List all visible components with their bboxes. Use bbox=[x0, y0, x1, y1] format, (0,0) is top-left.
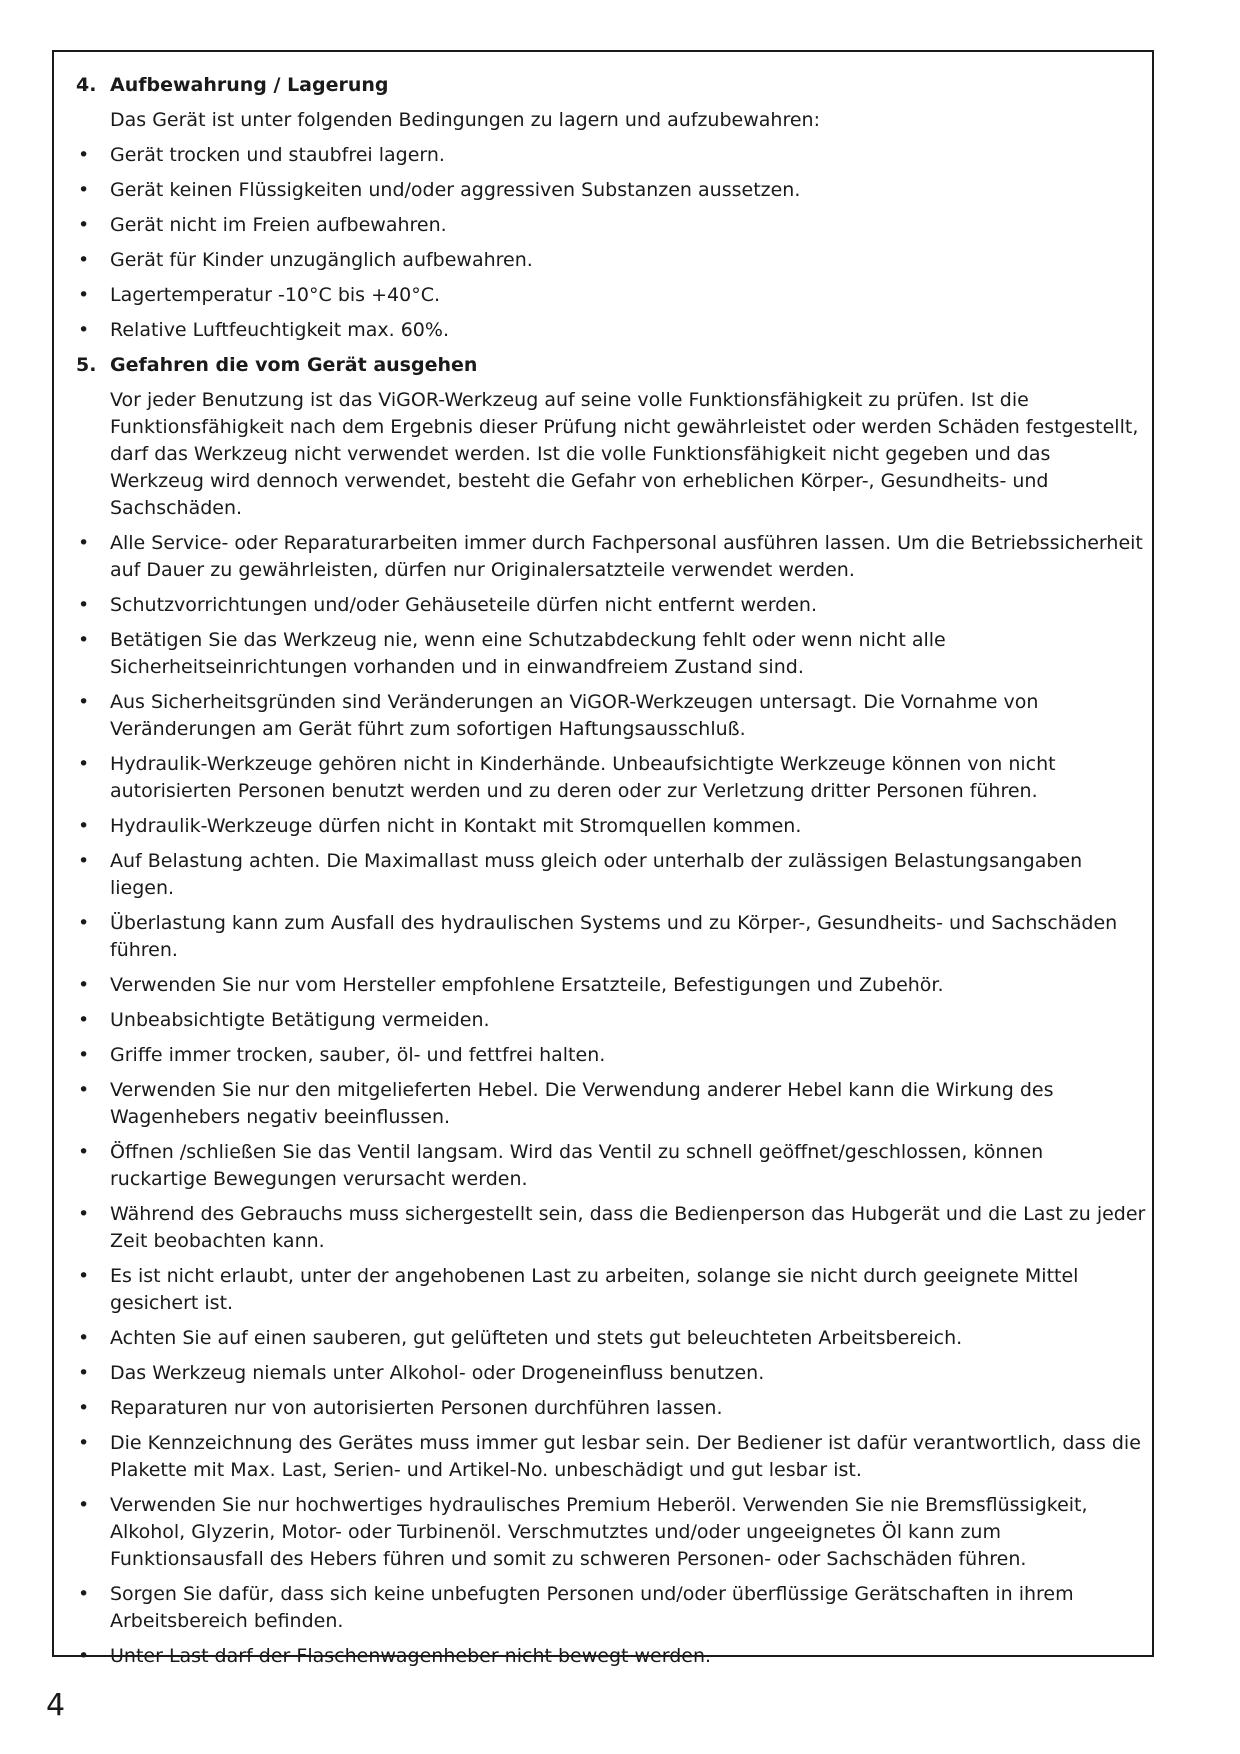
list-item bbox=[76, 972, 1146, 999]
bullet-icon: • bbox=[78, 1079, 90, 1101]
list-item-text: Aus Sicherheitsgründen sind Veränderungen an ViGOR-Werkzeugen untersagt. Die Vornahme von Veränderungen am Gerät führt zum sofortigen Haftungsausschluß. bbox=[110, 691, 1039, 740]
section-4-list bbox=[76, 142, 1146, 344]
list-item-text: Unter Last darf der Flaschenwagenheber nicht bewegt werden. bbox=[110, 1645, 712, 1667]
bullet-icon: • bbox=[78, 1645, 90, 1667]
section-5-intro: Vor jeder Benutzung ist das ViGOR-Werkzeug auf seine volle Funktionsfähigkeit zu prüfen. Ist die Funktionsfähigkeit nach dem Ergebnis dieser Prüfung nicht gewährleistet oder werden Schäden festgestellt, darf das Werkzeug nicht verwendet werden. Ist die volle Funktionsfähigkeit nicht gegeben und das Werkzeug wird dennoch verwendet, besteht die Gefahr von erheblichen Körper-, Gesundheits- und Sachschäden. bbox=[110, 389, 1139, 519]
bullet-icon: • bbox=[78, 850, 90, 872]
page-number: 4 bbox=[46, 1688, 66, 1723]
section-4-heading bbox=[76, 72, 1146, 99]
bullet-icon: • bbox=[78, 1009, 90, 1031]
list-item-text: Unbeabsichtigte Betätigung vermeiden. bbox=[110, 1009, 490, 1031]
list-item-text: Öffnen /schließen Sie das Ventil langsam. Wird das Ventil zu schnell geöffnet/geschlossen, können ruckartige Bewegungen verursacht werden. bbox=[110, 1141, 1044, 1190]
bullet-icon: • bbox=[78, 284, 90, 306]
list-item bbox=[76, 910, 1146, 964]
list-item bbox=[76, 212, 1146, 239]
list-item bbox=[76, 848, 1146, 902]
list-item-text: Gerät trocken und staubfrei lagern. bbox=[110, 144, 445, 166]
list-item-text: Sorgen Sie dafür, dass sich keine unbefugten Personen und/oder überflüssige Gerätschaften in ihrem Arbeitsbereich befinden. bbox=[110, 1583, 1074, 1632]
list-item bbox=[76, 247, 1146, 274]
list-item bbox=[76, 1325, 1146, 1352]
bullet-icon: • bbox=[78, 532, 90, 554]
list-item bbox=[76, 1581, 1146, 1635]
list-item bbox=[76, 282, 1146, 309]
bullet-icon: • bbox=[78, 815, 90, 837]
list-item-text: Überlastung kann zum Ausfall des hydraulischen Systems und zu Körper-, Gesundheits- und Sachschäden führen. bbox=[110, 912, 1118, 961]
list-item-text: Achten Sie auf einen sauberen, gut gelüfteten und stets gut beleuchteten Arbeitsbereich. bbox=[110, 1327, 963, 1349]
list-item-text: Es ist nicht erlaubt, unter der angehobenen Last zu arbeiten, solange sie nicht durch geeignete Mittel gesichert ist. bbox=[110, 1265, 1079, 1314]
bullet-icon: • bbox=[78, 1583, 90, 1605]
list-item bbox=[76, 1395, 1146, 1422]
bullet-icon: • bbox=[78, 214, 90, 236]
list-item-text: Griffe immer trocken, sauber, öl- und fettfrei halten. bbox=[110, 1044, 606, 1066]
bullet-icon: • bbox=[78, 912, 90, 934]
section-4-number: 4. bbox=[76, 74, 97, 96]
page-content bbox=[76, 72, 1146, 1678]
bullet-icon: • bbox=[78, 179, 90, 201]
bullet-icon: • bbox=[78, 691, 90, 713]
list-item-text: Das Werkzeug niemals unter Alkohol- oder Drogeneinfluss benutzen. bbox=[110, 1362, 765, 1384]
list-item-text: Alle Service- oder Reparaturarbeiten immer durch Fachpersonal ausführen lassen. Um die Betriebssicherheit auf Dauer zu gewährleisten, dürfen nur Originalersatzteile verwendet werden. bbox=[110, 532, 1143, 581]
section-5-heading bbox=[76, 352, 1146, 379]
list-item bbox=[76, 177, 1146, 204]
list-item-text: Gerät für Kinder unzugänglich aufbewahren. bbox=[110, 249, 533, 271]
bullet-icon: • bbox=[78, 249, 90, 271]
bullet-icon: • bbox=[78, 144, 90, 166]
list-item-text: Betätigen Sie das Werkzeug nie, wenn eine Schutzabdeckung fehlt oder wenn nicht alle Sicherheitseinrichtungen vorhanden und in einwandfreiem Zustand sind. bbox=[110, 629, 946, 678]
section-4-title: Aufbewahrung / Lagerung bbox=[110, 74, 389, 96]
bullet-icon: • bbox=[78, 319, 90, 341]
list-item bbox=[76, 751, 1146, 805]
list-item bbox=[76, 1077, 1146, 1131]
list-item-text: Verwenden Sie nur den mitgelieferten Hebel. Die Verwendung anderer Hebel kann die Wirkung des Wagenhebers negativ beeinflussen. bbox=[110, 1079, 1054, 1128]
list-item-text: Hydraulik-Werkzeuge gehören nicht in Kinderhände. Unbeaufsichtigte Werkzeuge können von nicht autorisierten Personen benutzt werden und zu deren oder zur Verletzung dritter Personen führen. bbox=[110, 753, 1056, 802]
bullet-icon: • bbox=[78, 1044, 90, 1066]
bullet-icon: • bbox=[78, 1327, 90, 1349]
list-item-text: Verwenden Sie nur hochwertiges hydraulisches Premium Heberöl. Verwenden Sie nie Bremsflüssigkeit, Alkohol, Glyzerin, Motor- oder Turbinenöl. Verschmutztes und/oder ungeeignetes Öl kann zum Funktionsausfall des Hebers führen und somit zu schweren Personen- oder Sachschäden führen. bbox=[110, 1494, 1088, 1570]
list-item bbox=[76, 1430, 1146, 1484]
bullet-icon: • bbox=[78, 594, 90, 616]
section-5-list bbox=[76, 530, 1146, 1670]
list-item-text: Gerät nicht im Freien aufbewahren. bbox=[110, 214, 447, 236]
list-item-text: Gerät keinen Flüssigkeiten und/oder aggressiven Substanzen aussetzen. bbox=[110, 179, 801, 201]
list-item bbox=[76, 592, 1146, 619]
list-item bbox=[76, 1007, 1146, 1034]
bullet-icon: • bbox=[78, 1362, 90, 1384]
list-item-text: Verwenden Sie nur vom Hersteller empfohlene Ersatzteile, Befestigungen und Zubehör. bbox=[110, 974, 944, 996]
list-item bbox=[76, 627, 1146, 681]
list-item-text: Schutzvorrichtungen und/oder Gehäuseteile dürfen nicht entfernt werden. bbox=[110, 594, 818, 616]
section-5-number: 5. bbox=[76, 354, 97, 376]
bullet-icon: • bbox=[78, 1494, 90, 1516]
list-item bbox=[76, 1360, 1146, 1387]
list-item bbox=[76, 813, 1146, 840]
list-item bbox=[76, 530, 1146, 584]
list-item bbox=[76, 689, 1146, 743]
bullet-icon: • bbox=[78, 974, 90, 996]
bullet-icon: • bbox=[78, 1397, 90, 1419]
list-item bbox=[76, 1042, 1146, 1069]
bullet-icon: • bbox=[78, 1141, 90, 1163]
list-item-text: Lagertemperatur -10°C bis +40°C. bbox=[110, 284, 441, 306]
list-item-text: Während des Gebrauchs muss sichergestellt sein, dass die Bedienperson das Hubgerät und die Last zu jeder Zeit beobachten kann. bbox=[110, 1203, 1146, 1252]
list-item-text: Relative Luftfeuchtigkeit max. 60%. bbox=[110, 319, 449, 341]
list-item bbox=[76, 1139, 1146, 1193]
list-item bbox=[76, 1201, 1146, 1255]
bullet-icon: • bbox=[78, 1265, 90, 1287]
list-item bbox=[76, 1492, 1146, 1573]
list-item-text: Die Kennzeichnung des Gerätes muss immer gut lesbar sein. Der Bediener ist dafür verantwortlich, dass die Plakette mit Max. Last, Serien- und Artikel-No. unbeschädigt und gut lesbar ist. bbox=[110, 1432, 1141, 1481]
list-item bbox=[76, 1263, 1146, 1317]
section-5-title: Gefahren die vom Gerät ausgehen bbox=[110, 354, 478, 376]
list-item-text: Reparaturen nur von autorisierten Personen durchführen lassen. bbox=[110, 1397, 723, 1419]
bullet-icon: • bbox=[78, 629, 90, 651]
list-item bbox=[76, 142, 1146, 169]
bullet-icon: • bbox=[78, 1432, 90, 1454]
list-item-text: Auf Belastung achten. Die Maximallast muss gleich oder unterhalb der zulässigen Belastungsangaben liegen. bbox=[110, 850, 1083, 899]
list-item bbox=[76, 1643, 1146, 1670]
bullet-icon: • bbox=[78, 753, 90, 775]
list-item bbox=[76, 317, 1146, 344]
bullet-icon: • bbox=[78, 1203, 90, 1225]
list-item-text: Hydraulik-Werkzeuge dürfen nicht in Kontakt mit Stromquellen kommen. bbox=[110, 815, 802, 837]
section-4-intro: Das Gerät ist unter folgenden Bedingungen zu lagern und aufzubewahren: bbox=[110, 109, 820, 131]
